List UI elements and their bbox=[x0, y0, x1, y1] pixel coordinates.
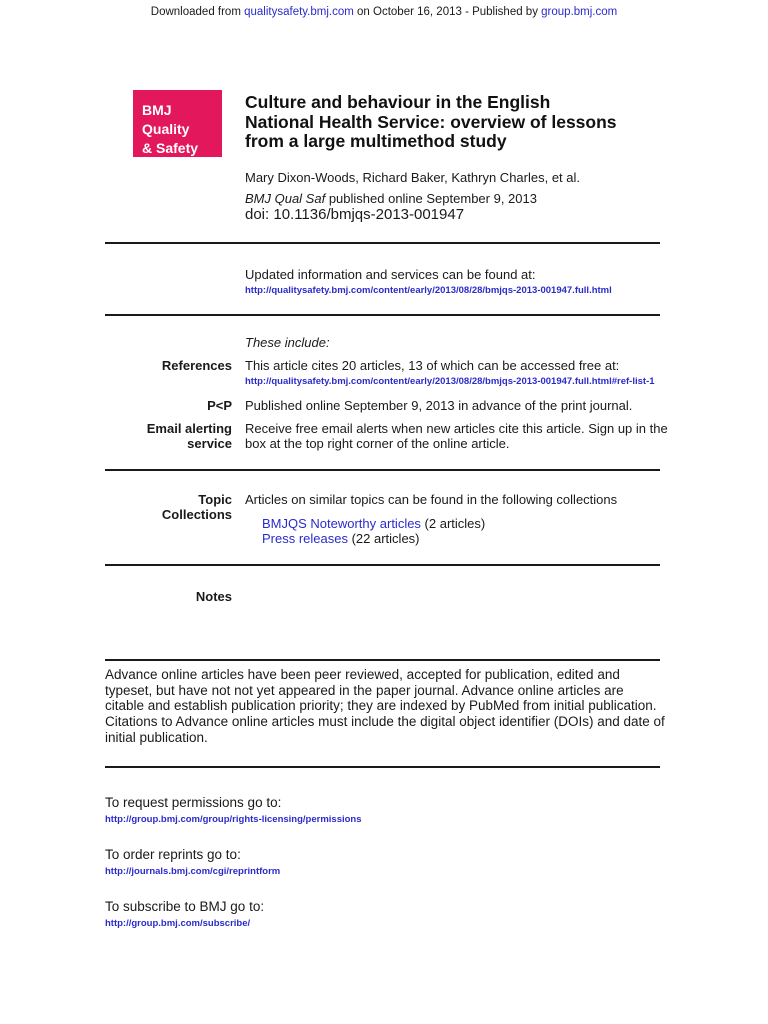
notes-label: Notes bbox=[195, 589, 232, 604]
topic-link-press-releases[interactable]: Press releases bbox=[262, 531, 348, 546]
references-content bbox=[245, 358, 673, 388]
updated-info-text: Updated information and services can be found at: bbox=[245, 267, 536, 282]
journal-citation bbox=[245, 191, 675, 206]
article-title-line3: from a large multimethod study bbox=[245, 131, 507, 151]
article-authors: Mary Dixon-Woods, Richard Baker, Kathryn Charles, et al. bbox=[245, 170, 581, 185]
banner-middle: on October 16, 2013 - Published by bbox=[353, 6, 542, 18]
banner-prefix: Downloaded from bbox=[150, 6, 245, 18]
divider bbox=[105, 766, 660, 768]
article-title-line2: National Health Service: overview of lessons bbox=[245, 111, 617, 132]
logo-line1: BMJ Quality bbox=[142, 102, 190, 137]
pp-label: P<P bbox=[207, 398, 232, 413]
topic-link-row bbox=[262, 531, 673, 546]
topics-intro: Articles on similar topics can be found in the following collections bbox=[245, 492, 618, 507]
advance-online-note: Advance online articles have been peer reviewed, accepted for publication, edited and typeset, but have not not yet appeared in the paper journal. Advance online articles are citable and establish publication priority; they are indexed by PubMed from initial publication. Citations to Advance online articles must include the digital object identifier (DOIs) and date of initial publication. bbox=[105, 667, 665, 745]
topic-link-row bbox=[262, 516, 673, 531]
article-doi: doi: 10.1136/bmjqs-2013-001947 bbox=[245, 206, 465, 223]
divider bbox=[105, 469, 660, 471]
topic-link-bmjqs-noteworthy[interactable]: BMJQS Noteworthy articles bbox=[262, 516, 421, 531]
article-title bbox=[245, 93, 675, 152]
topic-count: (22 articles) bbox=[347, 531, 420, 546]
reprints-url[interactable]: http://journals.bmj.com/cgi/reprintform bbox=[105, 866, 281, 877]
these-include-note: These include: bbox=[245, 335, 330, 350]
permissions-url[interactable]: http://group.bmj.com/group/rights-licensing/permissions bbox=[105, 814, 362, 825]
topic-collections-label: Topic Collections bbox=[161, 492, 232, 522]
downloaded-from-banner bbox=[0, 6, 768, 18]
subscribe-heading: To subscribe to BMJ go to: bbox=[105, 899, 265, 914]
journal-logo-text bbox=[133, 90, 222, 158]
pp-text: Published online September 9, 2013 in advance of the print journal. bbox=[245, 398, 633, 413]
divider bbox=[105, 564, 660, 566]
article-title-line1: Culture and behaviour in the English bbox=[245, 92, 551, 112]
permissions-heading: To request permissions go to: bbox=[105, 795, 282, 810]
logo-line2: & Safety bbox=[142, 140, 199, 156]
journal-logo bbox=[133, 90, 222, 157]
divider bbox=[105, 242, 660, 244]
references-url[interactable]: http://qualitysafety.bmj.com/content/early/2013/08/28/bmjqs-2013-001947.full.html#ref-list-1 bbox=[245, 376, 655, 387]
published-online-text: published online September 9, 2013 bbox=[325, 191, 537, 206]
updated-info-url[interactable]: http://qualitysafety.bmj.com/content/early/2013/08/28/bmjqs-2013-001947.full.html bbox=[245, 285, 612, 296]
reprints-heading: To order reprints go to: bbox=[105, 847, 241, 862]
email-alerting-label: Email alerting service bbox=[146, 421, 232, 451]
topic-links bbox=[245, 516, 673, 546]
topic-collections-content bbox=[245, 492, 673, 546]
journal-name: BMJ Qual Saf bbox=[245, 191, 326, 206]
topic-count: (2 articles) bbox=[420, 516, 486, 531]
references-label: References bbox=[161, 358, 232, 373]
divider bbox=[105, 659, 660, 661]
divider bbox=[105, 314, 660, 316]
site-link[interactable]: qualitysafety.bmj.com bbox=[244, 6, 354, 18]
subscribe-url[interactable]: http://group.bmj.com/subscribe/ bbox=[105, 918, 251, 929]
email-alerting-text: Receive free email alerts when new articles cite this article. Sign up in the box at the top right corner of the online article. bbox=[245, 421, 668, 451]
references-text: This article cites 20 articles, 13 of which can be accessed free at: bbox=[245, 358, 620, 373]
publisher-link[interactable]: group.bmj.com bbox=[541, 6, 618, 18]
updated-info bbox=[245, 267, 673, 297]
